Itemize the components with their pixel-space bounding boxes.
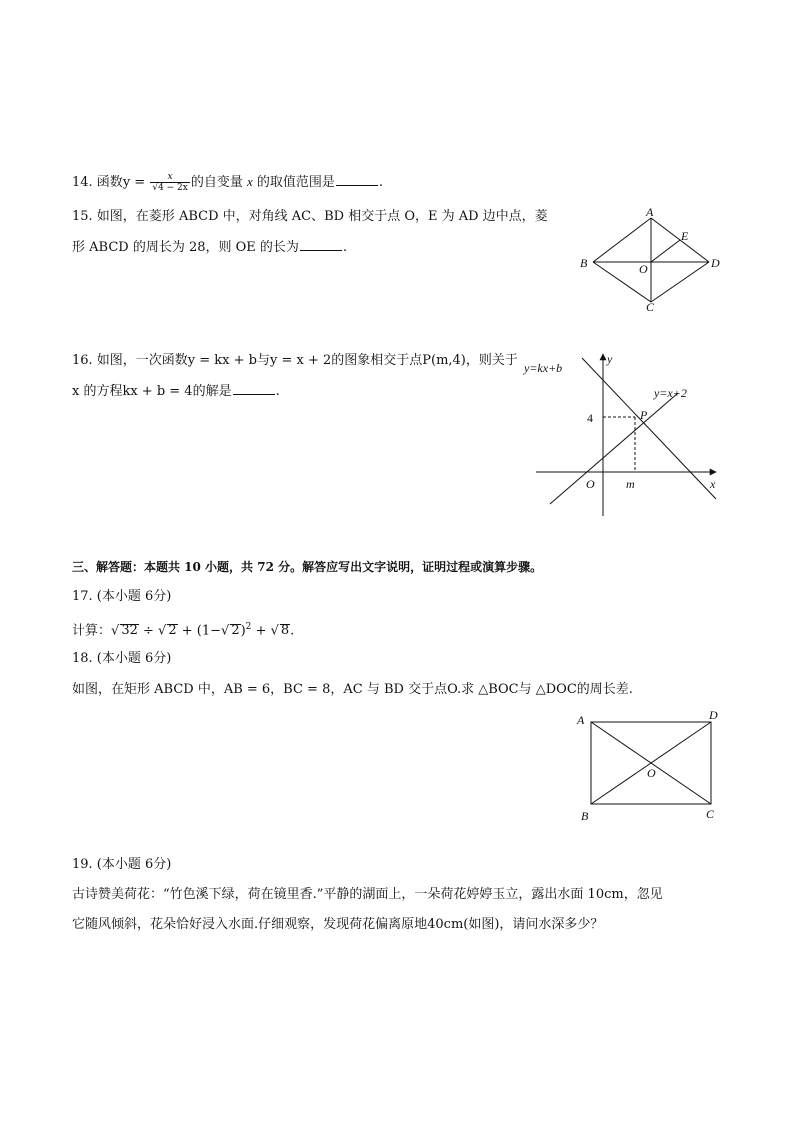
q17-prefix: 计算：: [72, 623, 112, 639]
sqrt-symbol: √: [221, 623, 230, 639]
q15-line-2: 形 ABCD 的周长为 28，则 OE 的长为: [72, 240, 299, 255]
q14-frac-den: √4 − 2x: [152, 183, 188, 193]
q17-header: 17. (本小题 6分): [72, 589, 172, 604]
q19-line-1: 古诗赞美荷花：“竹色溪下绿，荷在镜里香.”平静的湖面上，一朵荷花婷婷玉立，露出水面 10cm，忽见: [72, 887, 663, 902]
rect-label-d: D: [709, 708, 718, 722]
label-y: y: [607, 352, 613, 366]
sqrt-symbol: √: [270, 623, 279, 639]
label-p: P: [640, 408, 648, 422]
q16-end: .: [275, 384, 280, 399]
label-m: m: [626, 477, 635, 491]
q16-line-2: x 的方程kx + b = 4的解是: [72, 384, 232, 399]
q17-radicand-2: 2: [168, 623, 177, 639]
section-3-heading: 三、解答题：本题共 10 小题，共 72 分。解答应写出文字说明，证明过程或演算步骤。: [72, 560, 543, 574]
q19-line-2: 它随风倾斜，花朵恰好浸入水面.仔细观察，发现荷花偏离原地40cm(如图)，请问水深多少？: [72, 917, 604, 932]
q19-header: 19. (本小题 6分): [72, 857, 172, 872]
label-b: B: [580, 256, 588, 270]
rect-label-c: C: [706, 807, 715, 821]
q15-end: .: [342, 240, 348, 255]
q14-answer-blank[interactable]: [336, 173, 378, 186]
q16-answer-blank[interactable]: [233, 382, 275, 395]
q14-end: .: [378, 175, 384, 190]
rhombus-side-cd: [651, 262, 709, 302]
rect-label-b: B: [581, 809, 589, 823]
question-17: [72, 618, 294, 640]
rect-label-o: O: [647, 766, 656, 780]
label-x: x: [710, 477, 716, 491]
label-four: 4: [587, 411, 593, 425]
q17-radicand-1: 32: [121, 623, 138, 639]
label-origin: O: [586, 477, 595, 491]
q15-answer-blank[interactable]: [300, 238, 342, 251]
q14-suffix: 的取值范围是: [252, 175, 335, 190]
q17-radicand-3: 2: [231, 623, 240, 639]
line-kx-plus-b: [582, 358, 716, 499]
question-14: [72, 172, 383, 193]
q17-op3: ): [240, 623, 246, 639]
q17-end: .: [290, 623, 295, 639]
q14-prefix: 14. 函数: [72, 175, 123, 190]
sqrt-symbol: √: [111, 623, 120, 639]
sqrt-symbol: √: [158, 623, 167, 639]
q18-header: 18. (本小题 6分): [72, 651, 172, 666]
q14-y-eq: y =: [122, 175, 150, 190]
rectangle-figure: [574, 706, 724, 826]
q17-op1: ÷: [138, 623, 159, 639]
label-o: O: [639, 262, 648, 276]
segment-oe: [651, 240, 680, 262]
q14-mid: 的自变量: [190, 175, 247, 190]
q14-frac-num: x: [167, 172, 173, 182]
label-c: C: [646, 300, 655, 314]
label-y-kx-b: y=kx+b: [524, 361, 563, 375]
q14-fraction: [150, 172, 190, 193]
label-a: A: [646, 205, 654, 219]
label-e: E: [681, 229, 689, 243]
rhombus-side-ab: [593, 218, 651, 262]
question-15: [72, 238, 347, 257]
rhombus-figure: [572, 205, 732, 315]
q17-exponent: 2: [245, 622, 252, 632]
q15-line-1: 15. 如图，在菱形 ABCD 中，对角线 AC、BD 相交于点 O，E 为 AD 边中点，菱: [72, 209, 548, 224]
q17-op4: +: [251, 623, 271, 639]
line-x-plus-2: [550, 393, 678, 504]
question-16: [72, 382, 280, 401]
q14-var: x: [247, 174, 253, 189]
q17-radicand-4: 8: [280, 623, 290, 639]
label-y-x-2: y=x+2: [654, 386, 687, 400]
rect-label-a: A: [577, 713, 585, 727]
label-d: D: [711, 256, 720, 270]
linear-functions-figure: [520, 348, 730, 520]
q17-op2: + (1−: [177, 623, 222, 639]
q16-line-1: 16. 如图，一次函数y = kx + b与y = x + 2的图象相交于点P(m,4)，则关于: [72, 353, 518, 368]
q18-text: 如图，在矩形 ABCD 中，AB = 6，BC = 8，AC 与 BD 交于点O.求 △BOC与 △DOC的周长差.: [72, 682, 633, 697]
